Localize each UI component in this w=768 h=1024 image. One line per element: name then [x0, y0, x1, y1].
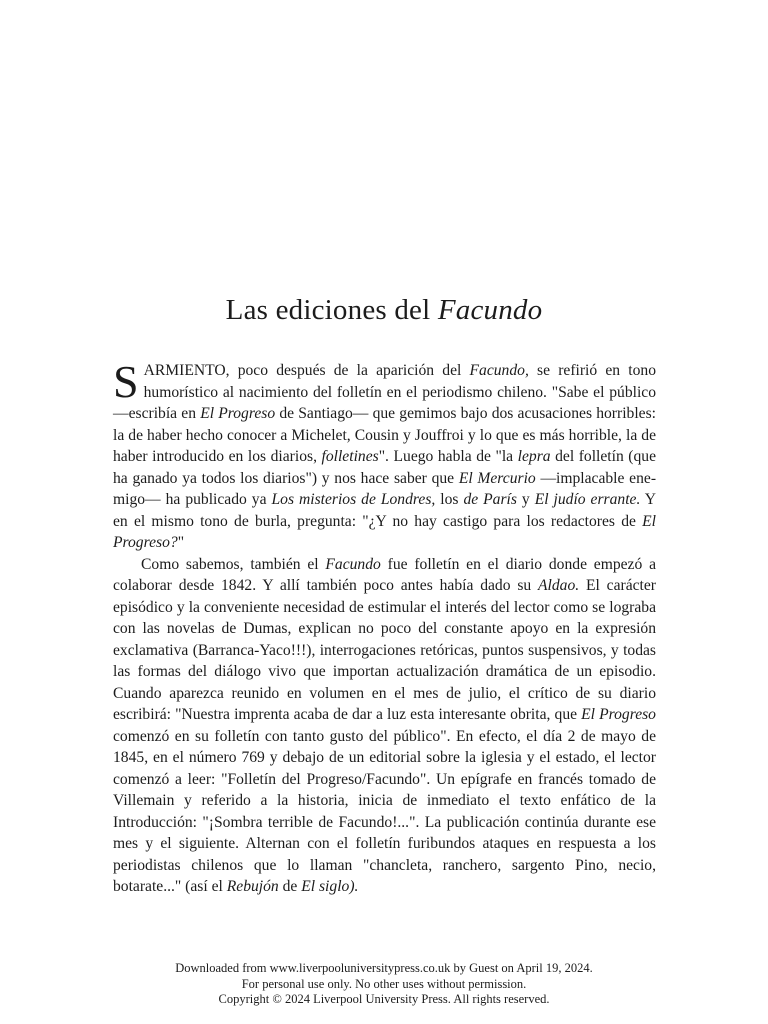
- text-segment: Y en el mismo tono de burla, pregunta: "¿Y no hay castigo para los redactores de: [113, 491, 657, 530]
- text-segment: , poco después de la aparición del: [225, 362, 470, 379]
- text-segment: Rebujón: [226, 878, 279, 895]
- text-segment: fue folletín en el diario donde empezó a colaborar desde 1842. Y allí también poco antes había dado su: [113, 555, 656, 594]
- text-segment: Aldao.: [538, 577, 580, 594]
- text-segment: folletines: [321, 448, 379, 465]
- text-segment: de: [278, 878, 302, 895]
- text-segment: los: [435, 491, 464, 508]
- text-segment: ": [177, 534, 185, 551]
- usage-line: For personal use only. No other uses without permission.: [241, 976, 527, 991]
- text-segment: de París: [463, 491, 517, 508]
- text-segment: Facundo,: [469, 362, 529, 379]
- title-text: Las ediciones del: [225, 294, 431, 326]
- download-notice: [0, 961, 768, 1008]
- paragraph-1: [113, 356, 657, 554]
- text-segment: Facundo: [325, 555, 381, 573]
- text-segment: lepra: [517, 448, 551, 465]
- article-body: [113, 356, 657, 898]
- drop-cap: S: [113, 356, 139, 407]
- text-segment: de Santiago— que gemimos bajo dos acusaciones horribles: la de haber hecho conocer a Michelet, Cousin y Jouffroi y lo que es más horrible, la de haber introducido en los diarios,: [113, 405, 656, 465]
- text-segment: El judío errante.: [534, 491, 641, 508]
- text-segment: El siglo).: [301, 878, 359, 895]
- text-segment: Como sabemos, también el: [141, 555, 326, 573]
- text-segment: y: [516, 491, 535, 508]
- text-segment: comenzó en su folletín con tanto gusto del público". En efecto, el día 2 de mayo de 1845, en el número 769 y debajo de un editorial sobre la iglesia y el estado, el lector comenzó a leer: "Folletín del Progreso/Facundo". Un epígrafe en francés tomado de Villemain y referido a la historia, inicia de inmediato el texto enfático de la Introducción: "¡Sombra terrible de Facundo!...". La publicación continúa durante ese mes y el siguiente. Alternan con el folletín furibundos ataques en respuesta a los periodistas chilenos que lo llaman "chancleta, ranchero, sargento Pino, necio, botarate..." (así el: [113, 727, 656, 895]
- text-segment: —implacable enemigo— ha publicado ya: [113, 469, 657, 508]
- copyright-line: Copyright © 2024 Liverpool University Press. All rights reserved.: [218, 992, 550, 1006]
- text-segment: El Progreso: [200, 405, 276, 422]
- text-segment: El Mercurio: [458, 469, 536, 487]
- text-segment: se refirió en tono humorístico al nacimiento del folletín en el periodismo chileno. "Sabe el público —escribía en: [113, 362, 656, 422]
- text-segment: El carácter episódico y la conveniente necesidad de estimular el interés del lector como se lograba con las novelas de Dumas, explican no poco del constante apoyo en la expresión exclamativa (Barranca-Yaco!!!), interrogaciones retóricas, puntos suspensivos, y todas las formas del diálogo vivo que importan actualización dramática de un episodio. Cuando aparezca reunido en volumen en el mes de julio, el crítico de su diario escribirá: "Nuestra imprenta acaba de dar a luz esta interesante obrita, que: [113, 577, 656, 723]
- text-segment: ". Luego habla de "la: [378, 448, 518, 465]
- paragraph-2: [113, 554, 656, 898]
- text-segment: del folletín (que ha ganado ya todos los diarios") y nos hace saber que: [113, 448, 656, 487]
- text-segment: El Progreso?: [113, 512, 656, 551]
- text-segment: ARMIENTO: [143, 362, 226, 379]
- title-italic: Facundo: [437, 294, 543, 326]
- download-line: Downloaded from www.liverpooluniversitypress.co.uk by Guest on April 19, 2024.: [175, 961, 593, 975]
- text-segment: El Progreso: [581, 706, 656, 723]
- text-segment: Los misterios de Londres,: [271, 491, 436, 508]
- page-title: [0, 290, 768, 330]
